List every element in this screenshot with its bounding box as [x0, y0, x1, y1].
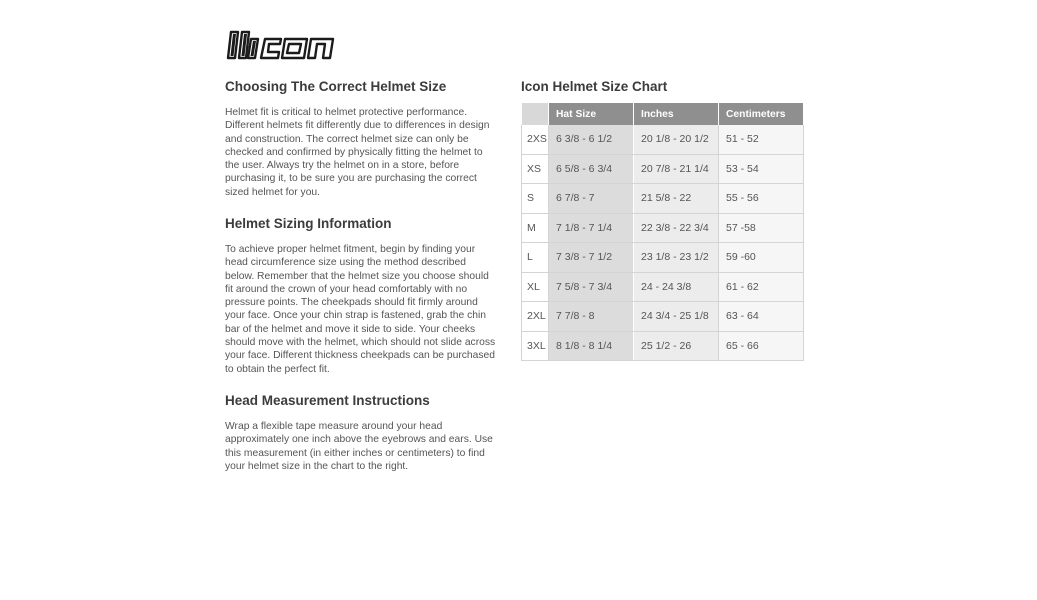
header-hat-size: Hat Size: [549, 103, 634, 125]
size-label-cell: 3XL: [522, 331, 549, 361]
inches-cell: 20 7/8 - 21 1/4: [634, 154, 719, 184]
table-row: [522, 184, 804, 214]
hat-size-cell: 7 5/8 - 7 3/4: [549, 272, 634, 302]
table-row: [522, 302, 804, 332]
size-label-cell: XS: [522, 154, 549, 184]
measurement-section: [225, 392, 497, 473]
header-centimeters: Centimeters: [719, 103, 804, 125]
sizing-info-heading: Helmet Sizing Information: [225, 216, 392, 231]
table-header-row: [522, 103, 804, 125]
inches-cell: 23 1/8 - 23 1/2: [634, 243, 719, 273]
centimeters-cell: 61 - 62: [719, 272, 804, 302]
inches-cell: 25 1/2 - 26: [634, 331, 719, 361]
measurement-body: Wrap a flexible tape measure around your head approximately one inch above the eyebrows and ears. Use this measurement (in either inches or centimeters) to find your helmet size in the chart to the right.: [225, 421, 493, 472]
sizing-info-body: To achieve proper helmet fitment, begin by finding your head circumference size using the method described below. Remember that the helmet size you choose should fit around the crown of your head comfortably with no pressure points. The cheekpads should fit firmly around your face. Once your chin strap is fastened, grab the chin bar of the helmet and move it side to side. Your cheeks should move with the helmet, which should not slide across your face. Different thickness cheekpads can be purchased to obtain the perfect fit.: [225, 244, 496, 375]
inches-cell: 20 1/8 - 20 1/2: [634, 125, 719, 154]
size-chart: [521, 78, 803, 361]
centimeters-cell: 55 - 56: [719, 184, 804, 214]
table-row: [522, 243, 804, 273]
size-label-cell: 2XS: [522, 125, 549, 154]
hat-size-cell: 7 7/8 - 8: [549, 302, 634, 332]
centimeters-cell: 63 - 64: [719, 302, 804, 332]
size-label-cell: S: [522, 184, 549, 214]
hat-size-cell: 6 7/8 - 7: [549, 184, 634, 214]
inches-cell: 24 3/4 - 25 1/8: [634, 302, 719, 332]
hat-size-cell: 7 1/8 - 7 1/4: [549, 213, 634, 243]
inches-cell: 21 5/8 - 22: [634, 184, 719, 214]
inches-cell: 22 3/8 - 22 3/4: [634, 213, 719, 243]
measurement-heading: Head Measurement Instructions: [225, 393, 430, 408]
centimeters-cell: 53 - 54: [719, 154, 804, 184]
table-row: [522, 125, 804, 154]
size-chart-title: Icon Helmet Size Chart: [521, 79, 668, 94]
size-chart-table: [521, 103, 804, 361]
header-corner: [522, 103, 549, 125]
size-label-cell: M: [522, 213, 549, 243]
size-label-cell: XL: [522, 272, 549, 302]
hat-size-cell: 6 3/8 - 6 1/2: [549, 125, 634, 154]
table-row: [522, 272, 804, 302]
centimeters-cell: 65 - 66: [719, 331, 804, 361]
sizing-info-section: [225, 215, 497, 376]
centimeters-cell: 57 -58: [719, 213, 804, 243]
hat-size-cell: 6 5/8 - 6 3/4: [549, 154, 634, 184]
centimeters-cell: 51 - 52: [719, 125, 804, 154]
inches-cell: 24 - 24 3/8: [634, 272, 719, 302]
header-inches: Inches: [634, 103, 719, 125]
table-row: [522, 213, 804, 243]
choosing-size-body: Helmet fit is critical to helmet protective performance. Different helmets fit differently due to differences in design and construction. The correct helmet size can only be checked and confirmed by physically fitting the helmet to the user. Always try the helmet on in a store, before purchasing it, to be sure you are purchasing the correct sized helmet for you.: [225, 107, 490, 198]
hat-size-cell: 7 3/8 - 7 1/2: [549, 243, 634, 273]
table-row: [522, 331, 804, 361]
choosing-size-section: [225, 78, 497, 199]
choosing-size-heading: Choosing The Correct Helmet Size: [225, 79, 447, 94]
table-row: [522, 154, 804, 184]
size-label-cell: L: [522, 243, 549, 273]
hat-size-cell: 8 1/8 - 8 1/4: [549, 331, 634, 361]
centimeters-cell: 59 -60: [719, 243, 804, 273]
icon-brand-logo: [225, 28, 353, 62]
size-label-cell: 2XL: [522, 302, 549, 332]
